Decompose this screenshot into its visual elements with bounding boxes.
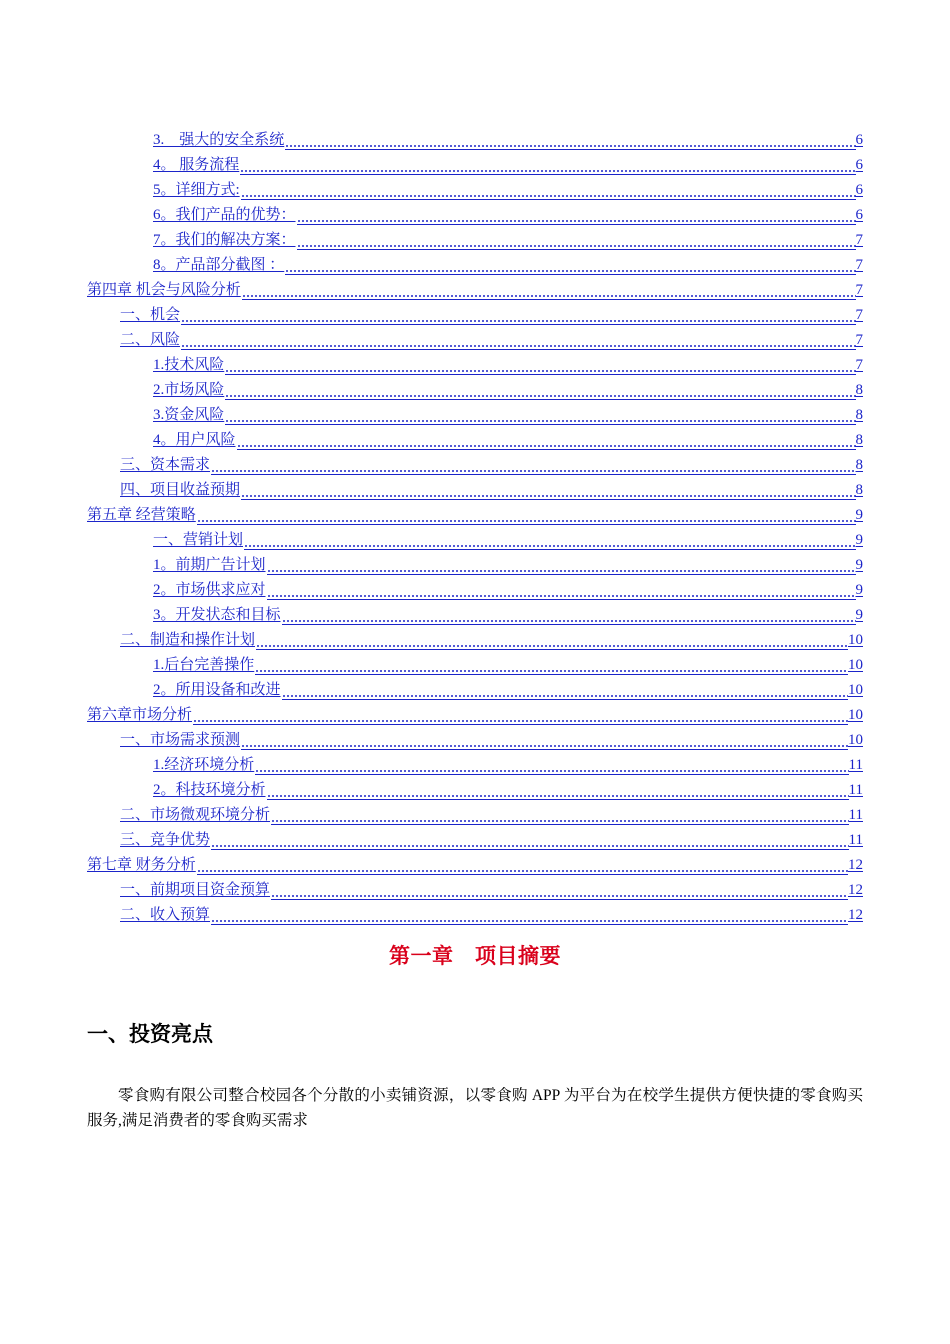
toc-item-page: 6 — [855, 207, 863, 223]
toc-item[interactable] — [120, 325, 863, 350]
toc-item-page: 12 — [848, 907, 863, 923]
toc-leader — [267, 781, 849, 800]
toc-item-label: 四、项目收益预期 — [120, 482, 241, 498]
toc-item-page: 6 — [855, 132, 863, 148]
toc-item[interactable] — [120, 450, 863, 475]
toc-item-label: 二、市场微观环境分析 — [120, 807, 271, 823]
toc-item-label: 8。产品部分截图 ： — [153, 257, 285, 273]
toc-item-page: 10 — [848, 657, 863, 673]
toc-item-page: 10 — [848, 632, 863, 648]
toc-item-label: 一、营销计划 — [153, 532, 244, 548]
toc-item-label: 5。详细方式: — [153, 182, 240, 198]
toc-leader — [271, 881, 848, 900]
toc-item-label: 2。科技环境分析 — [153, 782, 266, 798]
toc-item-label: 第七章 财务分析 — [87, 857, 196, 873]
toc-item[interactable] — [153, 225, 863, 250]
toc-item-label: 第五章 经营策略 — [87, 507, 196, 523]
toc-item-label: 三、资本需求 — [120, 457, 211, 473]
toc-leader — [181, 331, 855, 350]
toc-leader — [197, 506, 856, 525]
toc-leader — [241, 731, 848, 750]
toc-item-label: 1.技术风险 — [153, 357, 225, 373]
toc-item-label: 一、市场需求预测 — [120, 732, 241, 748]
toc-leader — [285, 256, 855, 275]
toc-item[interactable] — [120, 900, 863, 925]
toc-leader — [255, 656, 848, 675]
toc-item-page: 10 — [848, 732, 863, 748]
toc-item-page: 8 — [855, 432, 863, 448]
toc-item-page: 9 — [855, 582, 863, 598]
toc-item-page: 8 — [855, 482, 863, 498]
toc-leader — [211, 831, 849, 850]
toc-leader — [242, 281, 856, 300]
toc-item-page: 9 — [855, 557, 863, 573]
toc-item-page: 6 — [855, 157, 863, 173]
toc-item-label: 2.市场风险 — [153, 382, 225, 398]
toc-item-page: 10 — [848, 682, 863, 698]
toc-item[interactable] — [120, 625, 863, 650]
toc-item-label: 第四章 机会与风险分析 — [87, 282, 241, 298]
toc-item[interactable] — [153, 400, 863, 425]
toc-item[interactable] — [153, 750, 863, 775]
toc-item-page: 6 — [855, 182, 863, 198]
toc-item-label: 7。我们的解决方案： — [153, 232, 296, 248]
toc-item-label: 二、风险 — [120, 332, 181, 348]
toc-item[interactable] — [120, 800, 863, 825]
toc-item-label: 1.后台完善操作 — [153, 657, 255, 673]
toc-item-page: 11 — [848, 832, 863, 848]
toc-leader — [240, 156, 855, 175]
toc-leader — [211, 456, 855, 475]
toc-item-page: 10 — [848, 707, 863, 723]
toc-item-page: 7 — [855, 257, 863, 273]
toc-item-page: 11 — [848, 757, 863, 773]
toc-item-label: 3.资金风险 — [153, 407, 225, 423]
toc-chapter[interactable] — [87, 500, 863, 525]
toc-item-label: 二、制造和操作计划 — [120, 632, 256, 648]
toc-item-label: 二、收入预算 — [120, 907, 211, 923]
toc-item[interactable] — [120, 825, 863, 850]
toc-item-page: 11 — [848, 807, 863, 823]
toc-leader — [241, 481, 855, 500]
toc-leader — [267, 581, 856, 600]
toc-leader — [181, 306, 855, 325]
toc-item[interactable] — [153, 350, 863, 375]
toc-item[interactable] — [153, 575, 863, 600]
toc-leader — [225, 381, 855, 400]
toc-item-page: 8 — [855, 382, 863, 398]
toc-item[interactable] — [153, 375, 863, 400]
toc-leader — [285, 131, 855, 150]
toc-item-page: 11 — [848, 782, 863, 798]
toc-item-label: 6。我们产品的优势： — [153, 207, 296, 223]
toc-item-label: 4。 服务流程 — [153, 157, 240, 173]
toc-leader — [225, 406, 855, 425]
toc-leader — [193, 706, 848, 725]
toc-item-label: 2。所用设备和改进 — [153, 682, 281, 698]
toc-item-page: 8 — [855, 457, 863, 473]
chapter-title: 第一章 项目摘要 — [389, 944, 561, 968]
toc-item-page: 7 — [855, 232, 863, 248]
toc-item[interactable] — [153, 600, 863, 625]
toc-chapter[interactable] — [87, 275, 863, 300]
toc-item-label: 3。开发状态和目标 — [153, 607, 281, 623]
toc-item[interactable] — [153, 525, 863, 550]
toc-item-label: 三、竞争优势 — [120, 832, 211, 848]
toc-item[interactable] — [153, 125, 863, 150]
toc-item-page: 7 — [855, 357, 863, 373]
toc-leader — [255, 756, 848, 775]
toc-item[interactable] — [153, 775, 863, 800]
toc-item-label: 一、前期项目资金预算 — [120, 882, 271, 898]
toc-item-page: 9 — [855, 507, 863, 523]
toc-item[interactable] — [120, 725, 863, 750]
toc-item-page: 7 — [855, 282, 863, 298]
toc-item-label: 3. 强大的安全系统 — [153, 132, 285, 148]
toc-chapter[interactable] — [87, 850, 863, 875]
toc-leader — [282, 681, 848, 700]
toc-item[interactable] — [153, 175, 863, 200]
toc-chapter[interactable] — [87, 700, 863, 725]
toc-item-label: 一、机会 — [120, 307, 181, 323]
toc-item[interactable] — [120, 300, 863, 325]
toc-item[interactable] — [153, 550, 863, 575]
toc-item[interactable] — [153, 675, 863, 700]
toc-leader — [244, 531, 855, 550]
toc-leader — [211, 906, 848, 925]
body-paragraph: 零食购有限公司整合校园各个分散的小卖铺资源，以零食购 APP 为平台为在校学生提供方便快捷的零食购买服务,满足消费者的零食购买需求 — [87, 1087, 863, 1129]
toc-item-page: 9 — [855, 532, 863, 548]
toc-item-page: 7 — [855, 332, 863, 348]
toc-leader — [267, 556, 856, 575]
toc-item-label: 2。市场供求应对 — [153, 582, 266, 598]
toc-leader — [225, 356, 855, 375]
toc-item-page: 12 — [848, 882, 863, 898]
toc-item[interactable] — [120, 875, 863, 900]
toc-item-label: 1。前期广告计划 — [153, 557, 266, 573]
toc-leader — [197, 856, 848, 875]
toc-leader — [297, 231, 856, 250]
section-title: 一、投资亮点 — [87, 1022, 213, 1046]
toc-leader — [237, 431, 856, 450]
toc-item[interactable] — [153, 250, 863, 275]
toc-item-page: 12 — [848, 857, 863, 873]
toc-item-label: 第六章市场分析 — [87, 707, 193, 723]
toc-item-label: 4。用户风险 — [153, 432, 236, 448]
toc-leader — [297, 206, 856, 225]
toc-leader — [241, 181, 856, 200]
toc-item[interactable] — [153, 150, 863, 175]
toc-leader — [256, 631, 848, 650]
toc-item-page: 9 — [855, 607, 863, 623]
toc-item[interactable] — [153, 200, 863, 225]
toc-item[interactable] — [153, 650, 863, 675]
toc-item-page: 7 — [855, 307, 863, 323]
toc-leader — [282, 606, 856, 625]
toc-item[interactable] — [120, 475, 863, 500]
toc-item[interactable] — [153, 425, 863, 450]
toc-leader — [271, 806, 849, 825]
toc-item-label: 1.经济环境分析 — [153, 757, 255, 773]
toc-item-page: 8 — [855, 407, 863, 423]
